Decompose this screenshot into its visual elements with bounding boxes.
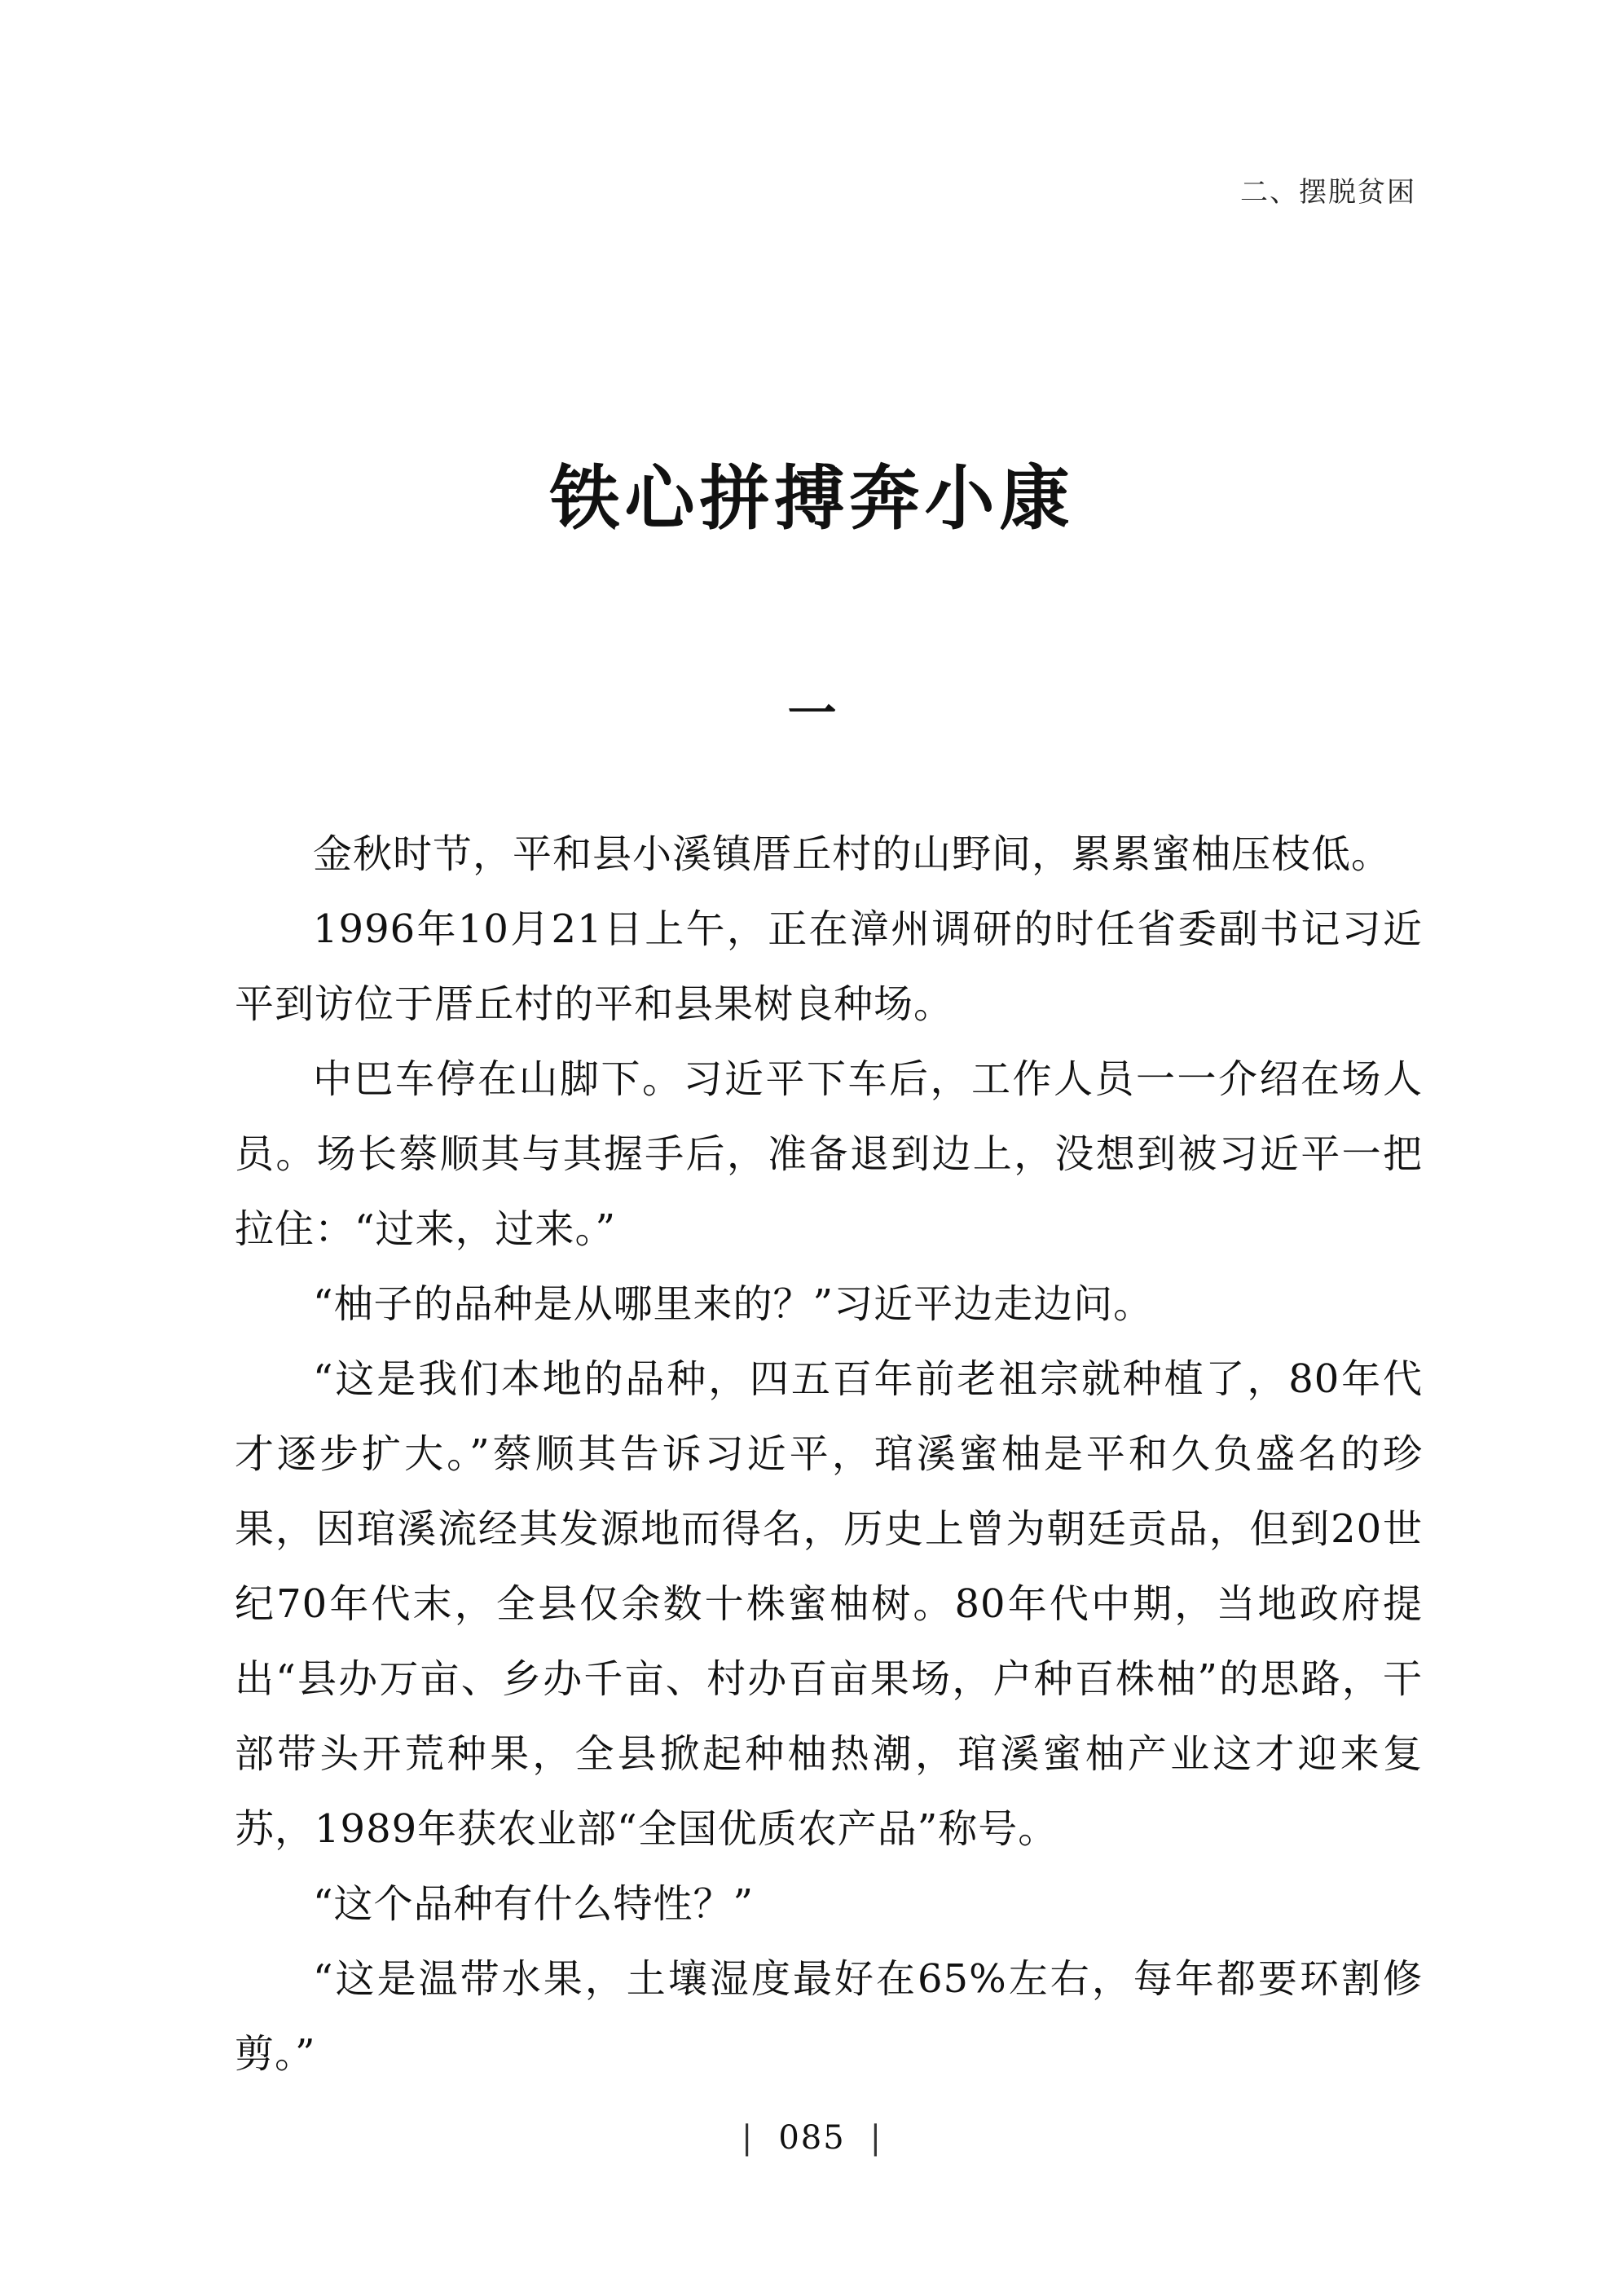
paragraph: 中巴车停在山脚下。习近平下车后，工作人员一一介绍在场人员。场长蔡顺其与其握手后，准备退到边上，没想到被习近平一把拉住：“过来，过来。”	[235, 1056, 1423, 1252]
running-head: 二、摆脱贫困	[1240, 176, 1416, 209]
section-number: 一	[787, 685, 837, 743]
body-text	[235, 817, 1423, 2091]
paragraph: “这是温带水果，土壤湿度最好在65%左右，每年都要环割修剪。”	[235, 1956, 1423, 2077]
paragraph: “这个品种有什么特性？”	[313, 1881, 755, 1927]
page-title: 铁心拼搏奔小康	[549, 457, 1075, 540]
paragraph: “这是我们本地的品种，四五百年前老祖宗就种植了，80年代才逐步扩大。”蔡顺其告诉习近平，琯溪蜜柚是平和久负盛名的珍果，因琯溪流经其发源地而得名，历史上曾为朝廷贡品，但到20世纪70年代末，全县仅余数十株蜜柚树。80年代中期，当地政府提出“县办万亩、乡办千亩、村办百亩果场，户种百株柚”的思路，干部带头开荒种果，全县掀起种柚热潮，琯溪蜜柚产业这才迎来复苏，1989年获农业部“全国优质农产品”称号。	[235, 1356, 1423, 1852]
page-number: 085	[778, 2119, 846, 2157]
page-footer	[0, 2119, 1624, 2157]
paragraph: 金秋时节，平和县小溪镇厝丘村的山野间，累累蜜柚压枝低。	[313, 831, 1392, 877]
paragraph: “柚子的品种是从哪里来的？”习近平边走边问。	[313, 1281, 1154, 1327]
footer-divider-left: |	[741, 2119, 755, 2157]
footer-divider-right: |	[869, 2119, 883, 2157]
paragraph: 1996年10月21日上午，正在漳州调研的时任省委副书记习近平到访位于厝丘村的平和县果树良种场。	[235, 906, 1423, 1027]
